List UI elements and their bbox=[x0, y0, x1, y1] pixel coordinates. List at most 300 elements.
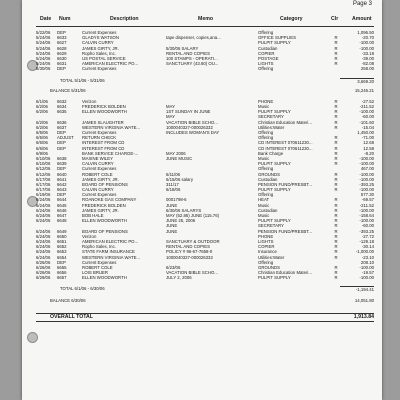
cell-clr: R bbox=[334, 161, 338, 167]
cell-category: Offering bbox=[258, 135, 274, 141]
cell-category: CD INTEREST 070611230... bbox=[258, 145, 313, 151]
transaction-register bbox=[22, 30, 382, 322]
cell-category: Custodian bbox=[258, 176, 278, 182]
cell-category: LIGHTS bbox=[258, 61, 274, 67]
cell-date: 5/24/06 bbox=[36, 61, 51, 67]
cell-description: AMERICAN ELECTRIC PO... bbox=[82, 238, 139, 244]
cell-amount: -100.00 bbox=[359, 264, 374, 270]
cell-amount: -100.00 bbox=[359, 187, 374, 193]
cell-amount: -100.00 bbox=[359, 161, 374, 167]
cell-clr: R bbox=[334, 202, 338, 208]
cell-num: DEP bbox=[57, 140, 66, 146]
header-clr: Clr bbox=[331, 16, 339, 22]
cell-amount: -60.00 bbox=[361, 114, 374, 120]
cell-date: 5/22/06 bbox=[36, 30, 51, 35]
cell-clr: R bbox=[334, 145, 338, 151]
cell-memo: 1ST SUNDAY IN JUNE bbox=[166, 109, 211, 115]
cell-amount: -211.52 bbox=[359, 202, 374, 208]
cell-amount: 258.00 bbox=[360, 66, 374, 72]
cell-category: GROUNDS bbox=[258, 171, 280, 177]
cell-memo: INCLUDES WOMAN'S DAY bbox=[166, 130, 220, 135]
cell-num: 6652 bbox=[57, 244, 67, 250]
cell-date: 5/24/06 bbox=[36, 40, 51, 46]
cell-clr: R bbox=[334, 45, 338, 51]
cell-clr: R bbox=[334, 181, 338, 187]
cell-amount: 12.68 bbox=[363, 140, 374, 146]
cell-description: CALVIN CURRY bbox=[82, 161, 114, 167]
cell-clr: R bbox=[334, 233, 338, 239]
cell-category: SECRETARY bbox=[258, 223, 284, 229]
cell-category: Offering bbox=[258, 30, 274, 35]
cell-category: PULPIT SUPPLY bbox=[258, 275, 291, 281]
cell-memo: POLICY # 96-67-7658-0 bbox=[166, 249, 213, 255]
cell-description: Ropho Sales, Inc. bbox=[82, 244, 116, 250]
cell-amount: -211.52 bbox=[359, 104, 374, 110]
cell-category: Bank Charge bbox=[258, 150, 284, 156]
cell-date: 5/24/06 bbox=[36, 35, 51, 41]
cell-clr: R bbox=[334, 150, 338, 156]
cell-date: 6/24/06 bbox=[36, 197, 51, 203]
cell-category: Christian Education Materi... bbox=[258, 119, 312, 125]
total-may-amount: 3,669.20 bbox=[340, 78, 374, 84]
cell-amount: -8.20 bbox=[364, 150, 374, 156]
cell-memo: SANCTUARY & OUTDOOR bbox=[166, 238, 220, 244]
cell-date: 6/24/06 bbox=[36, 218, 51, 224]
cell-clr: R bbox=[334, 244, 338, 250]
cell-amount: -60.00 bbox=[361, 223, 374, 229]
cell-description: ROBERT COLE bbox=[82, 264, 113, 270]
cell-description: BOARD OF PENSIONS bbox=[82, 228, 128, 234]
total-may-label: TOTAL 5/1/06 - 5/31/06 bbox=[60, 77, 105, 83]
cell-date: 6/6/06 bbox=[36, 145, 48, 151]
cell-date: 6/24/06 bbox=[36, 238, 51, 244]
cell-num: 6651 bbox=[57, 238, 67, 244]
cell-description: BOB HALE bbox=[82, 213, 104, 218]
cell-category: SECRETARY bbox=[258, 114, 284, 120]
cell-amount: -393.25 bbox=[359, 228, 374, 234]
cell-memo: 5/30/06 SALARY bbox=[166, 45, 199, 51]
cell-description: WESTERN VIRGINIA WATE... bbox=[82, 124, 141, 130]
total-june-label: TOTAL 6/1/06 - 6/30/06 bbox=[60, 286, 105, 292]
cell-category: PULPIT SUPPLY bbox=[258, 218, 291, 224]
cell-date: 6/1/06 bbox=[36, 98, 48, 104]
cell-amount: -100.00 bbox=[359, 40, 374, 46]
cell-clr: R bbox=[334, 135, 338, 141]
cell-amount: 1,096.50 bbox=[357, 30, 374, 35]
cell-description: Verizon bbox=[82, 98, 97, 104]
cell-description: Ropho Sales, Inc. bbox=[82, 50, 116, 56]
cell-clr: R bbox=[334, 254, 338, 260]
cell-description: ROBERT COLE bbox=[82, 171, 113, 177]
cell-num: 6646 bbox=[57, 207, 67, 213]
june-transactions bbox=[22, 99, 382, 281]
cell-date: 6/10/06 bbox=[36, 155, 51, 161]
overall-total-row bbox=[36, 313, 374, 322]
cell-category: PHONE bbox=[258, 98, 274, 104]
cell-num: 6640 bbox=[57, 171, 67, 177]
column-header bbox=[22, 16, 382, 26]
cell-description: Current Expenses bbox=[82, 166, 117, 172]
cell-memo: SANCTUARY (43.60) OU... bbox=[166, 61, 219, 67]
cell-category: Insurance bbox=[258, 249, 277, 255]
cell-description: ELLEN WOODWORTH bbox=[82, 109, 127, 115]
cell-memo: 6/18/06 bbox=[166, 187, 181, 193]
cell-category: HEAT bbox=[258, 197, 270, 203]
cell-description: CALVIN CURRY bbox=[82, 40, 114, 46]
cell-amount: -27.72 bbox=[361, 233, 374, 239]
cell-clr: R bbox=[334, 124, 338, 130]
cell-num: 6656 bbox=[57, 270, 67, 276]
cell-num: 6648 bbox=[57, 218, 67, 224]
cell-description: Current Expenses bbox=[82, 66, 117, 72]
cell-memo: JUNE 25, 2006 bbox=[166, 218, 196, 224]
cell-clr: R bbox=[334, 140, 338, 146]
total-june-amount: -1,194.41 bbox=[340, 286, 374, 292]
cell-num: 6633 bbox=[57, 35, 67, 41]
cell-clr: R bbox=[334, 176, 338, 182]
page-number: Page 3 bbox=[352, 1, 372, 7]
cell-description: STATE FARM INSURANCE bbox=[82, 249, 135, 255]
cell-amount: -82.08 bbox=[361, 61, 374, 67]
cell-clr: R bbox=[334, 197, 338, 203]
cell-amount: -15.04 bbox=[361, 124, 374, 130]
cell-amount: -33.18 bbox=[361, 50, 374, 56]
cell-memo: JUNE bbox=[166, 228, 178, 234]
cell-description: WESTERN VIRGINIA WATE... bbox=[82, 254, 141, 260]
cell-clr: R bbox=[334, 275, 338, 281]
header-memo: Memo bbox=[198, 16, 213, 22]
cell-category: Offering bbox=[258, 66, 274, 72]
cell-num: 6637 bbox=[57, 124, 67, 130]
cell-amount: -1,000.00 bbox=[355, 249, 374, 255]
cell-category: Music bbox=[258, 104, 270, 110]
cell-amount: -71.00 bbox=[361, 135, 374, 141]
cell-num: 6655 bbox=[57, 264, 67, 270]
spacer bbox=[22, 303, 382, 313]
cell-clr: R bbox=[334, 187, 338, 193]
cell-amount: -101.60 bbox=[359, 119, 374, 125]
cell-description: ELLEN WOODWORTH bbox=[82, 275, 127, 281]
cell-description: INTEREST FROM CD bbox=[82, 145, 125, 151]
cell-category: Utilities:Water bbox=[258, 124, 285, 130]
cell-num: 6639 bbox=[57, 161, 67, 167]
cell-memo: RENTAL AND COPIES bbox=[166, 50, 210, 56]
cell-num: DEP bbox=[57, 259, 66, 265]
header-date: Date bbox=[40, 16, 52, 22]
cell-memo: VACATION BIBLE SCHO... bbox=[166, 270, 218, 276]
cell-memo: MAY (52.86) JUNE (115.76) bbox=[166, 213, 220, 218]
cell-num: DEP bbox=[57, 130, 66, 135]
cell-amount: -100.00 bbox=[359, 218, 374, 224]
cell-description: AMERICAN ELECTRIC PO... bbox=[82, 61, 139, 67]
cell-date: 6/24/06 bbox=[36, 254, 51, 260]
cell-description: Current Expenses bbox=[82, 192, 117, 198]
cell-date: 6/2/06 bbox=[36, 109, 48, 115]
cell-description: FREDERICK BOLDEN bbox=[82, 104, 126, 110]
cell-num: 6634 bbox=[57, 104, 67, 110]
cell-date: 6/24/06 bbox=[36, 233, 51, 239]
cell-description: JAMES GIRTY, JR. bbox=[82, 45, 119, 51]
cell-category: LIGHTS bbox=[258, 238, 274, 244]
cell-memo: JUNE bbox=[166, 223, 178, 229]
cell-memo: MAY 2006 bbox=[166, 150, 186, 156]
cell-num: 6636 bbox=[57, 119, 67, 125]
cell-category: PULPIT SUPPLY bbox=[258, 40, 291, 46]
cell-amount: -19.57 bbox=[361, 270, 374, 276]
cell-memo: 6/23/06 bbox=[166, 264, 181, 270]
cell-date: 6/2/06 bbox=[36, 124, 48, 130]
cell-clr: R bbox=[334, 55, 338, 61]
cell-num: 6638 bbox=[57, 155, 67, 161]
cell-clr: R bbox=[334, 207, 338, 213]
balance-may-amount: 15,246.21 bbox=[354, 87, 374, 93]
cell-num: 6630 bbox=[57, 55, 67, 61]
cell-clr: R bbox=[334, 270, 338, 276]
header-description: Description bbox=[110, 16, 139, 22]
cell-memo: MAY bbox=[166, 104, 175, 110]
cell-category: PULPIT SUPPLY bbox=[258, 161, 291, 167]
cell-description: MAXINE WILEY bbox=[82, 155, 114, 161]
cell-memo: 6/11/06 bbox=[166, 171, 181, 177]
cell-amount: -100.00 bbox=[359, 155, 374, 161]
overall-total-label: OVERALL TOTAL bbox=[50, 313, 93, 320]
cell-description: JAMES SLAUGHTER bbox=[82, 119, 124, 125]
cell-num: 6645 bbox=[57, 202, 67, 208]
header-amount: Amount bbox=[352, 16, 372, 22]
cell-category: CD INTEREST 070611230... bbox=[258, 140, 313, 146]
cell-date: 5/24/06 bbox=[36, 55, 51, 61]
cell-clr: R bbox=[334, 155, 338, 161]
cell-amount: -158.64 bbox=[359, 213, 374, 218]
cell-amount: -27.52 bbox=[361, 98, 374, 104]
cell-category: Christian Education Materi... bbox=[258, 270, 312, 276]
cell-description: FREDERICK BOLDEN bbox=[82, 202, 126, 208]
cell-num: 6632 bbox=[57, 98, 67, 104]
cell-date: 5/24/06 bbox=[36, 45, 51, 51]
cell-clr: R bbox=[334, 218, 338, 224]
cell-description: US POSTAL SERVICE bbox=[82, 55, 126, 61]
balance-may-label: BALANCE 5/31/06 bbox=[50, 87, 86, 93]
cell-date: 6/26/06 bbox=[36, 259, 51, 265]
cell-description: Current Expenses bbox=[82, 30, 117, 35]
cell-date: 6/24/06 bbox=[36, 207, 51, 213]
cell-clr: R bbox=[334, 98, 338, 104]
cell-category: POSTAGE bbox=[258, 55, 279, 61]
cell-category: Music bbox=[258, 202, 270, 208]
cell-memo: MAY bbox=[166, 114, 175, 120]
cell-date: 6/24/06 bbox=[36, 228, 51, 234]
cell-num: 6644 bbox=[57, 197, 67, 203]
cell-amount: -100.00 bbox=[359, 275, 374, 281]
cell-amount: 12.58 bbox=[363, 145, 374, 151]
cell-memo: 0001798-6 bbox=[166, 197, 187, 203]
cell-clr: R bbox=[334, 119, 338, 125]
cell-date: 6/19/06 bbox=[36, 192, 51, 198]
cell-num: 6629 bbox=[57, 50, 67, 56]
cell-description: RETURN CHECK bbox=[82, 135, 117, 141]
may-transactions bbox=[22, 30, 382, 72]
punch-hole bbox=[27, 332, 38, 343]
cell-clr: R bbox=[334, 213, 338, 218]
cell-clr: R bbox=[334, 104, 338, 110]
cell-memo: 1000040327-000026332 bbox=[166, 254, 213, 260]
cell-amount: 1,450.00 bbox=[357, 130, 374, 135]
cell-amount: 577.30 bbox=[360, 192, 374, 198]
cell-date: 6/2/06 bbox=[36, 119, 48, 125]
cell-memo: JUNE bbox=[166, 202, 178, 208]
cell-num: 6653 bbox=[57, 249, 67, 255]
cell-description: ROANOKE GAS COMPANY bbox=[82, 197, 137, 203]
ledger-page bbox=[22, 0, 382, 400]
cell-category: PULPIT SUPPLY bbox=[258, 187, 291, 193]
cell-date: 6/9/06 bbox=[36, 150, 48, 156]
cell-category: Utilities:Water bbox=[258, 254, 285, 260]
cell-date: 6/24/06 bbox=[36, 249, 51, 255]
cell-date: 6/12/06 bbox=[36, 171, 51, 177]
cell-date: 6/12/06 bbox=[36, 166, 51, 172]
cell-memo: 1000040327-000026332 bbox=[166, 124, 213, 130]
cell-clr: R bbox=[334, 114, 338, 120]
cell-category: COPIER bbox=[258, 244, 275, 250]
cell-date: 6/26/06 bbox=[36, 264, 51, 270]
cell-date: 6/24/06 bbox=[36, 244, 51, 250]
cell-description: Current Expenses bbox=[82, 130, 117, 135]
cell-num: DEP bbox=[57, 166, 66, 172]
cell-date: 6/2/06 bbox=[36, 104, 48, 110]
cell-description: ELLEN WOODWORTH bbox=[82, 218, 127, 224]
cell-description: JAMES GIRTY, JR. bbox=[82, 176, 119, 182]
cell-clr: R bbox=[334, 109, 338, 115]
cell-amount: -100.00 bbox=[359, 109, 374, 115]
cell-amount: -100.00 bbox=[359, 207, 374, 213]
cell-num: DEP bbox=[57, 145, 66, 151]
cell-amount: -100.00 bbox=[359, 171, 374, 177]
cell-memo: JUNE MUSIC bbox=[166, 155, 193, 161]
cell-category: OFFICE SUPPLIES bbox=[258, 35, 296, 41]
cell-description: CALVIN CURRY bbox=[82, 187, 114, 193]
cell-date: 6/26/06 bbox=[36, 270, 51, 276]
cell-clr: R bbox=[334, 264, 338, 270]
cell-num: DEP bbox=[57, 30, 66, 35]
cell-description: JAMES GIRTY, JR. bbox=[82, 207, 119, 213]
cell-amount: -100.00 bbox=[359, 45, 374, 51]
cell-category: COPIER bbox=[258, 50, 275, 56]
cell-memo: 311/17 bbox=[166, 181, 179, 187]
cell-amount: -20.70 bbox=[361, 35, 374, 41]
cell-num: 6627 bbox=[57, 40, 67, 46]
cell-date: 5/24/06 bbox=[36, 50, 51, 56]
cell-num: 6641 bbox=[57, 176, 67, 182]
cell-num: 6654 bbox=[57, 254, 67, 260]
cell-num: 6631 bbox=[57, 61, 67, 67]
cell-clr: R bbox=[334, 171, 338, 177]
balance-june-label: BALANCE 6/30/06 bbox=[50, 297, 86, 303]
cell-clr: R bbox=[334, 249, 338, 255]
cell-date: 6/17/06 bbox=[36, 187, 51, 193]
cell-clr: R bbox=[334, 50, 338, 56]
header-category: Category bbox=[280, 16, 303, 22]
cell-date: 6/5/06 bbox=[36, 130, 48, 135]
cell-description: LOIS BRUER bbox=[82, 270, 109, 276]
header-rule bbox=[36, 26, 374, 27]
cell-category: PENSION FUND/PRESBT... bbox=[258, 228, 312, 234]
cell-date: 6/24/06 bbox=[36, 213, 51, 218]
cell-amount: 467.00 bbox=[360, 166, 374, 172]
cell-memo: JULY 2, 2006 bbox=[166, 275, 192, 281]
cell-amount: -23.10 bbox=[361, 254, 374, 260]
cell-date: 6/24/06 bbox=[36, 202, 51, 208]
cell-clr: R bbox=[334, 238, 338, 244]
cell-category: PULPIT SUPPLY bbox=[258, 109, 291, 115]
cell-description: Verizon bbox=[82, 233, 97, 239]
cell-num: 6647 bbox=[57, 213, 67, 218]
cell-date: 6/5/06 bbox=[36, 135, 48, 141]
cell-clr: R bbox=[334, 223, 338, 229]
cell-amount: -30.14 bbox=[361, 244, 374, 250]
cell-num: 6642 bbox=[57, 181, 67, 187]
cell-description: Current Expenses bbox=[82, 259, 117, 265]
cell-memo: tape dispenser, copies,ana... bbox=[166, 35, 221, 41]
cell-amount: 208.10 bbox=[360, 259, 374, 265]
cell-amount: -129.18 bbox=[359, 238, 374, 244]
cell-clr: R bbox=[334, 40, 338, 46]
cell-category: GROUNDS bbox=[258, 264, 280, 270]
cell-description: GLADYS WATSON bbox=[82, 35, 120, 41]
cell-date: 6/17/06 bbox=[36, 181, 51, 187]
cell-category: Music bbox=[258, 155, 270, 161]
cell-description: BANK SERVICE CHARGE-... bbox=[82, 150, 139, 156]
cell-date: 6/17/06 bbox=[36, 176, 51, 182]
balance-june-amount: 14,051.80 bbox=[354, 297, 374, 303]
cell-amount: -69.57 bbox=[361, 197, 374, 203]
cell-category: PHONE bbox=[258, 233, 274, 239]
cell-memo: VACATION BIBLE SCHO... bbox=[166, 119, 218, 125]
overall-total-amount: 1,913.84 bbox=[353, 313, 374, 320]
header-num: Num bbox=[59, 16, 71, 22]
cell-category: Offering bbox=[258, 130, 274, 135]
cell-memo: RENTAL AND COPIES bbox=[166, 244, 210, 250]
cell-num: ADJUST bbox=[57, 135, 74, 141]
cell-num: 6650 bbox=[57, 233, 67, 239]
cell-clr: R bbox=[334, 61, 338, 67]
cell-amount: -393.25 bbox=[359, 181, 374, 187]
cell-category: Music bbox=[258, 213, 270, 218]
cell-num: 6657 bbox=[57, 275, 67, 281]
cell-category: Custodian bbox=[258, 45, 278, 51]
cell-description: BOARD OF PENSIONS bbox=[82, 181, 128, 187]
cell-num: 6635 bbox=[57, 109, 67, 115]
cell-num: 6628 bbox=[57, 45, 67, 51]
cell-category: Offering bbox=[258, 166, 274, 172]
cell-memo: 6/30/06 SALARYS bbox=[166, 207, 202, 213]
cell-num: DEP bbox=[57, 66, 66, 72]
cell-memo: 6/15/06 salary bbox=[166, 176, 193, 182]
cell-amount: -39.00 bbox=[361, 55, 374, 61]
cell-amount: -100.00 bbox=[359, 176, 374, 182]
cell-date: 6/10/06 bbox=[36, 161, 51, 167]
cell-category: PENSION FUND/PRESBT... bbox=[258, 181, 312, 187]
cell-date: 6/6/06 bbox=[36, 140, 48, 146]
cell-clr: R bbox=[334, 35, 338, 41]
cell-date: 6/29/06 bbox=[36, 275, 51, 281]
cell-date: 5/30/06 bbox=[36, 66, 51, 72]
cell-category: Custodian bbox=[258, 207, 278, 213]
cell-memo: 100 STAMPS - OPERATI... bbox=[166, 55, 218, 61]
cell-category: Offering bbox=[258, 192, 274, 198]
cell-num: 6649 bbox=[57, 228, 67, 234]
cell-num: DEP bbox=[57, 192, 66, 198]
cell-category: Offering bbox=[258, 259, 274, 265]
